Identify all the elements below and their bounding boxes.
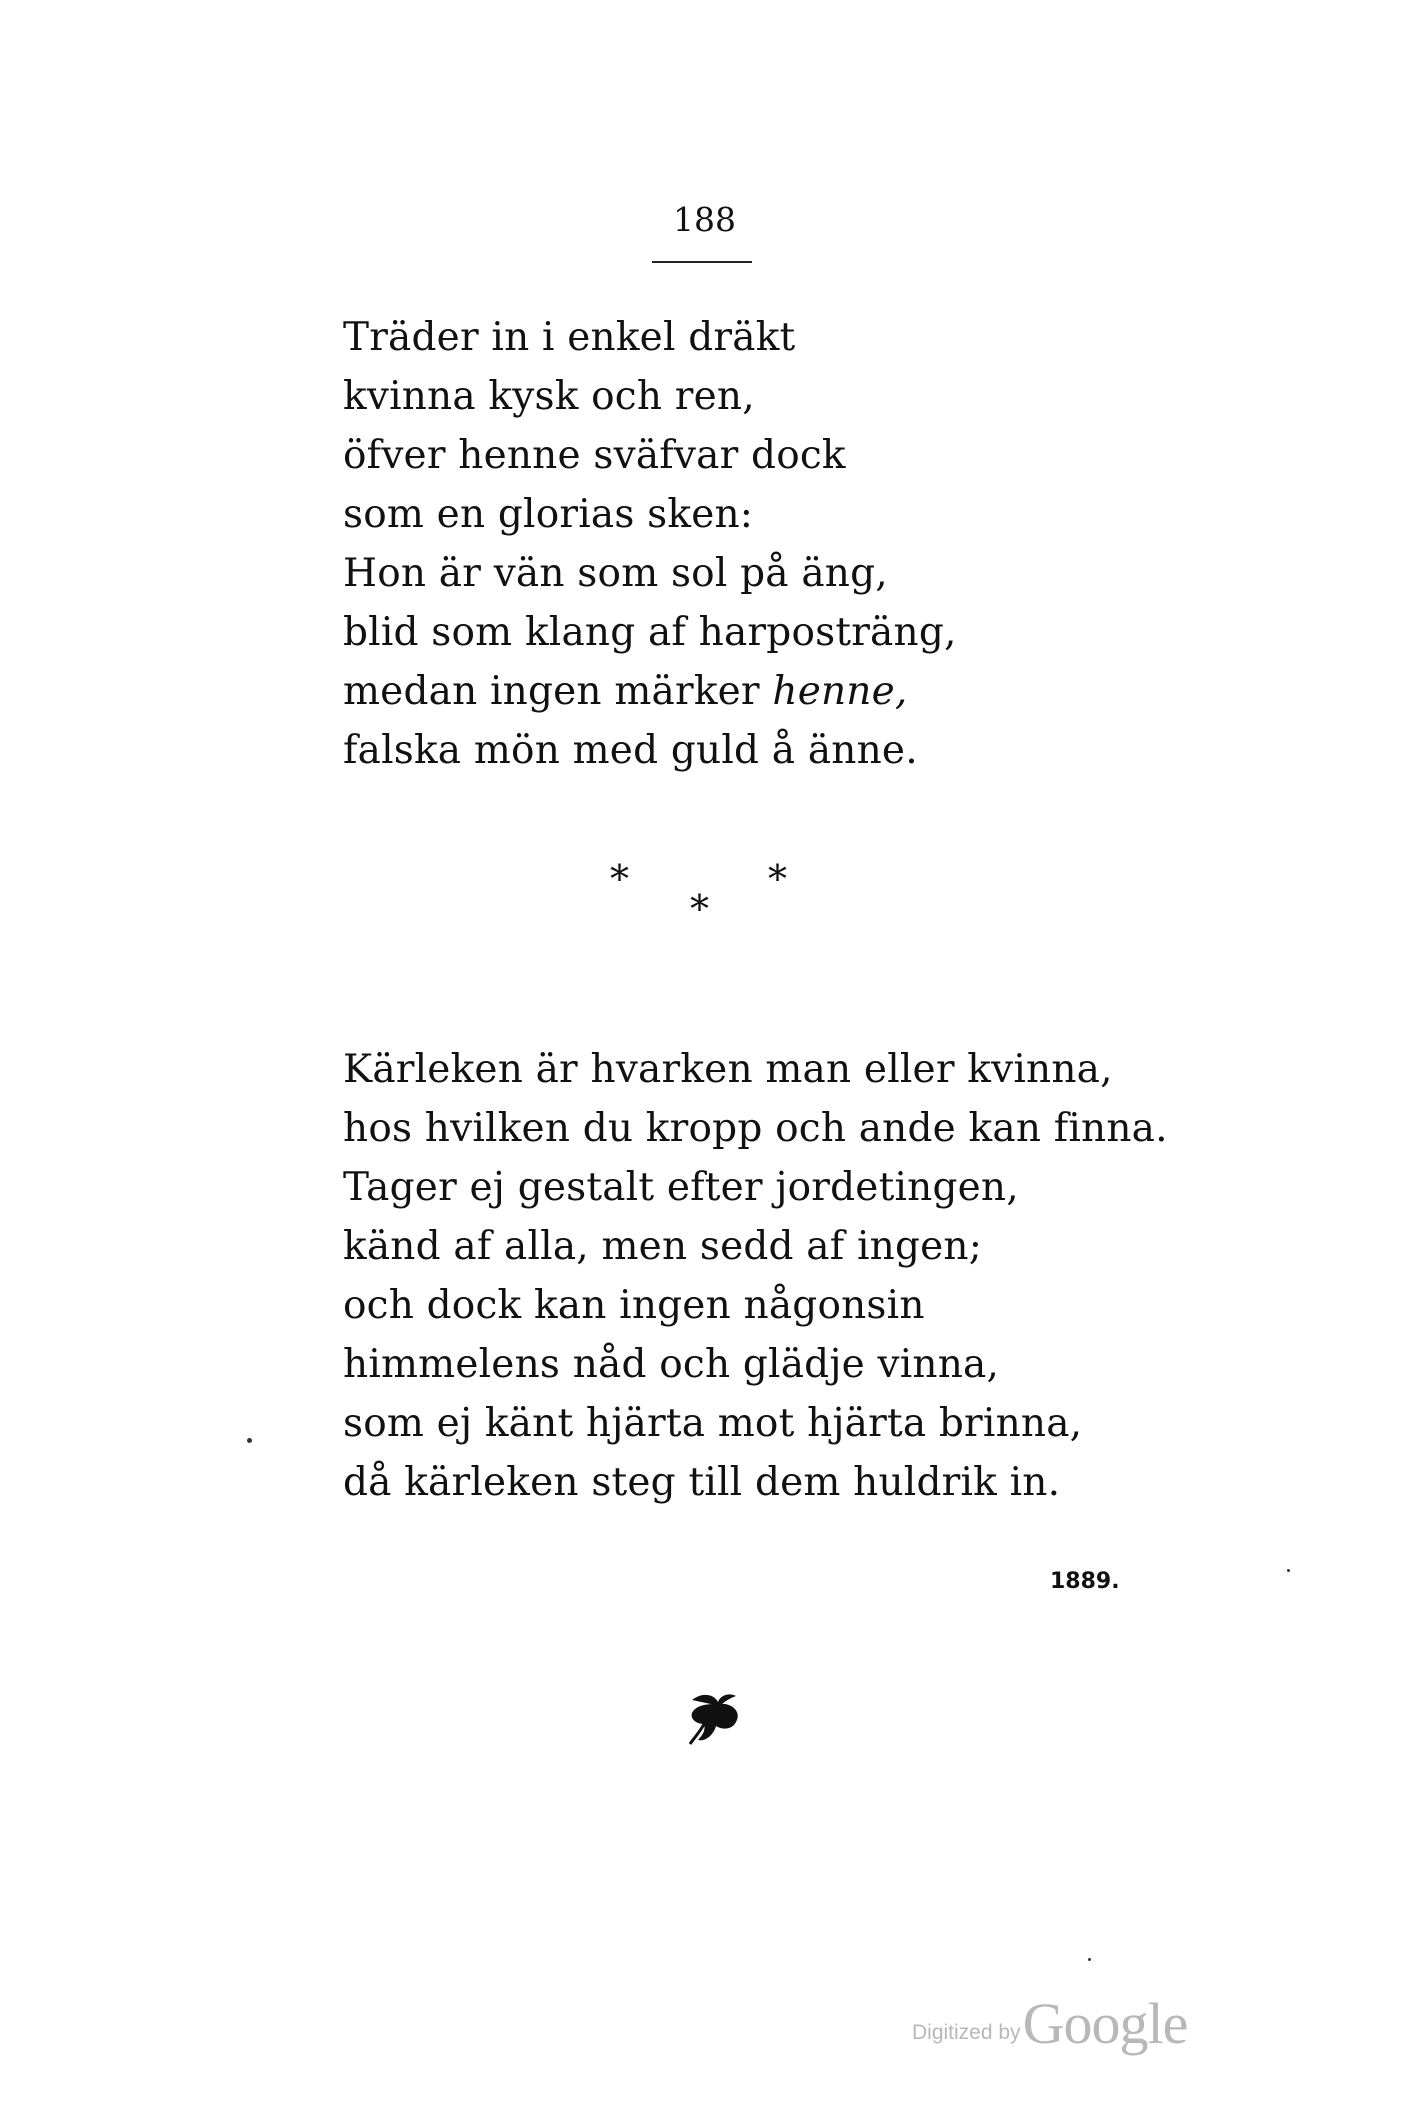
verse-line: Kärleken är hvarken man eller kvinna, xyxy=(343,1047,1113,1092)
emphasized-word: henne, xyxy=(772,669,908,714)
page-number-rule xyxy=(652,261,752,263)
verse-line: som en glorias sken: xyxy=(343,492,754,537)
asterisk-center: * xyxy=(690,887,709,931)
asterism-separator xyxy=(590,857,810,940)
paper-speck xyxy=(1287,1569,1290,1572)
verse-line-text: medan ingen märker xyxy=(343,669,760,714)
paper-speck xyxy=(247,1438,252,1443)
watermark-prefix: Digitized by xyxy=(912,2021,1021,2044)
poem-date: 1889. xyxy=(1050,1569,1120,1594)
verse-line: känd af alla, men sedd af ingen; xyxy=(343,1224,983,1269)
digitized-by-google-watermark xyxy=(912,1990,1187,2057)
page-number: 188 xyxy=(673,200,736,239)
verse-line: hos hvilken du kropp och ande kan finna. xyxy=(343,1106,1168,1151)
verse-line: då kärleken steg till dem huldrik in. xyxy=(343,1460,1061,1505)
fleuron-icon xyxy=(684,1690,744,1746)
verse-line: Träder in i enkel dräkt xyxy=(343,315,796,360)
google-logo-text: Google xyxy=(1022,1991,1188,2056)
verse-line: falska mön med guld å änne. xyxy=(343,728,918,773)
asterisk-left: * xyxy=(610,857,629,901)
verse-line: Tager ej gestalt efter jordetingen, xyxy=(343,1165,1019,1210)
verse-line: och dock kan ingen någonsin xyxy=(343,1283,925,1328)
stanza-2 xyxy=(343,1040,1168,1512)
verse-line: som ej känt hjärta mot hjärta brinna, xyxy=(343,1401,1083,1446)
verse-line: Hon är vän som sol på äng, xyxy=(343,551,888,596)
verse-line-with-emphasis xyxy=(343,662,957,721)
stanza-1 xyxy=(343,308,957,780)
verse-line: himmelens nåd och glädje vinna, xyxy=(343,1342,1000,1387)
verse-line: öfver henne sväfvar dock xyxy=(343,433,846,478)
paper-speck xyxy=(1088,1958,1091,1961)
asterisk-right: * xyxy=(768,857,787,901)
verse-line: blid som klang af harposträng, xyxy=(343,610,957,655)
verse-line: kvinna kysk och ren, xyxy=(343,374,755,419)
